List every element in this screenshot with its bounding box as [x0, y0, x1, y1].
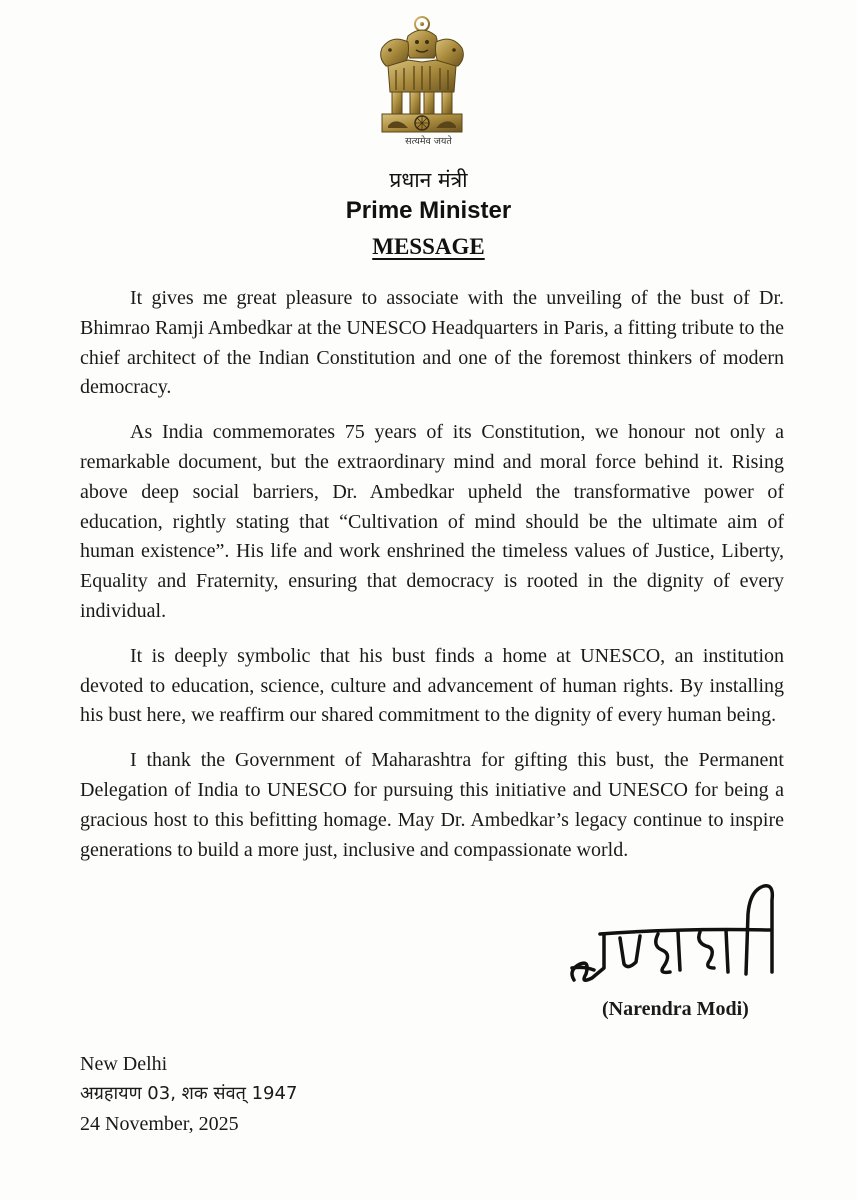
message-paragraph: As India commemorates 75 years of its Constitution, we honour not only a remarkable document, but the extraordinary mind and moral force behind it. Rising above deep social barriers, Dr. Ambedkar upheld the transformative power of education, rightly stating that “Cultivation of mind should be the ultimate aim of human existence”. His life and work enshrined the timeless values of Justice, Liberty, Equality and Fraternity, ensuring that democracy is rooted in the dignity of every individual.: [80, 421, 784, 622]
office-title-hindi: प्रधान मंत्री: [389, 168, 468, 192]
signer-name: (Narendra Modi): [602, 998, 749, 1020]
office-title: Prime Minister: [345, 197, 512, 224]
state-emblem-icon: [374, 14, 470, 150]
date: 24 November, 2025: [80, 1113, 239, 1135]
place-name: New Delhi: [80, 1053, 168, 1075]
date-hindi: अग्रहायण 03, शक संवत् 1947: [80, 1083, 298, 1104]
handwritten-signature: [560, 884, 780, 994]
place-and-date: [80, 1049, 297, 1139]
emblem-motto: सत्यमेव जयते: [405, 136, 452, 147]
message-paragraph: It is deeply symbolic that his bust finds a home at UNESCO, an institution devoted to education, science, culture and advancement of human rights. By installing his bust here, we reaffirm our shared commitment to the dignity of every human being.: [80, 644, 784, 727]
message-body: [80, 284, 784, 880]
message-paragraph: It gives me great pleasure to associate with the unveiling of the bust of Dr. Bhimrao Ramji Ambedkar at the UNESCO Headquarters in Paris, a fitting tribute to the chief architect of the Indian Constitution and one of the foremost thinkers of modern democracy.: [80, 287, 784, 399]
message-heading: MESSAGE: [372, 234, 485, 259]
message-paragraph: I thank the Government of Maharashtra for gifting this bust, the Permanent Delegation of India to UNESCO for pursuing this initiative and UNESCO for being a gracious host to this befitting homage. May Dr. Ambedkar’s legacy continue to inspire generations to build a more just, inclusive and compassionate world.: [80, 749, 784, 861]
